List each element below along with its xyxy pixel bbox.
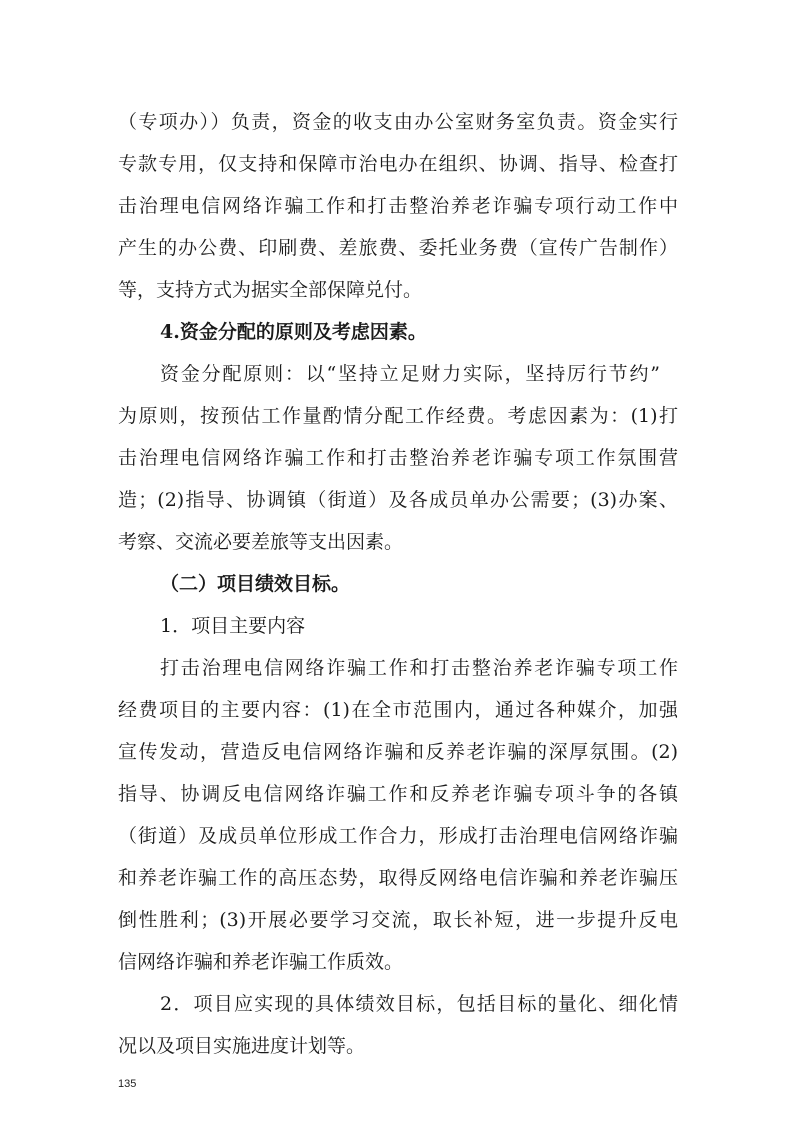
paragraph-line: 击治理电信网络诈骗工作和打击整治养老诈骗专项行动工作中	[118, 195, 678, 217]
page-number: 135	[118, 1078, 137, 1090]
paragraph-line: 和养老诈骗工作的高压态势，取得反网络电信诈骗和养老诈骗压	[118, 867, 678, 889]
paragraph-line: 指导、协调反电信网络诈骗工作和反养老诈骗专项斗争的各镇	[118, 783, 678, 805]
paragraph-line: 专款专用，仅支持和保障市治电办在组织、协调、指导、检查打	[118, 153, 678, 175]
paragraph-line: 况以及项目实施进度计划等。	[118, 1035, 366, 1057]
paragraph-line: （街道）及成员单位形成工作合力，形成打击治理电信网络诈骗	[118, 825, 678, 847]
paragraph-line: 等，支持方式为据实全部保障兑付。	[118, 279, 423, 301]
section-heading: （二）项目绩效目标。	[160, 573, 351, 595]
section-heading: 4.资金分配的原则及考虑因素。	[160, 321, 427, 343]
paragraph-line: 2．项目应实现的具体绩效目标，包括目标的量化、细化情	[160, 993, 678, 1015]
paragraph-line: 考察、交流必要差旅等支出因素。	[118, 531, 404, 553]
paragraph-line: 倒性胜利；(3)开展必要学习交流，取长补短，进一步提升反电	[118, 909, 678, 931]
paragraph-line: 为原则，按预估工作量酌情分配工作经费。考虑因素为：(1)打	[118, 405, 678, 427]
paragraph-line: 宣传发动，营造反电信网络诈骗和反养老诈骗的深厚氛围。(2)	[118, 741, 678, 763]
paragraph-line: 信网络诈骗和养老诈骗工作质效。	[118, 951, 404, 973]
paragraph-line: 产生的办公费、印刷费、差旅费、委托业务费（宣传广告制作）	[118, 237, 678, 259]
paragraph-line: 击治理电信网络诈骗工作和打击整治养老诈骗专项工作氛围营	[118, 447, 678, 469]
item-title: 1．项目主要内容	[160, 615, 306, 637]
paragraph-line: （专项办））负责，资金的收支由办公室财务室负责。资金实行	[118, 111, 678, 133]
paragraph-line: 资金分配原则：以“坚持立足财力实际，坚持厉行节约”	[160, 363, 660, 385]
paragraph-line: 造；(2)指导、协调镇（街道）及各成员单办公需要；(3)办案、	[118, 489, 678, 511]
paragraph-line: 经费项目的主要内容：(1)在全市范围内，通过各种媒介，加强	[118, 699, 678, 721]
paragraph-line: 打击治理电信网络诈骗工作和打击整治养老诈骗专项工作	[160, 657, 678, 679]
